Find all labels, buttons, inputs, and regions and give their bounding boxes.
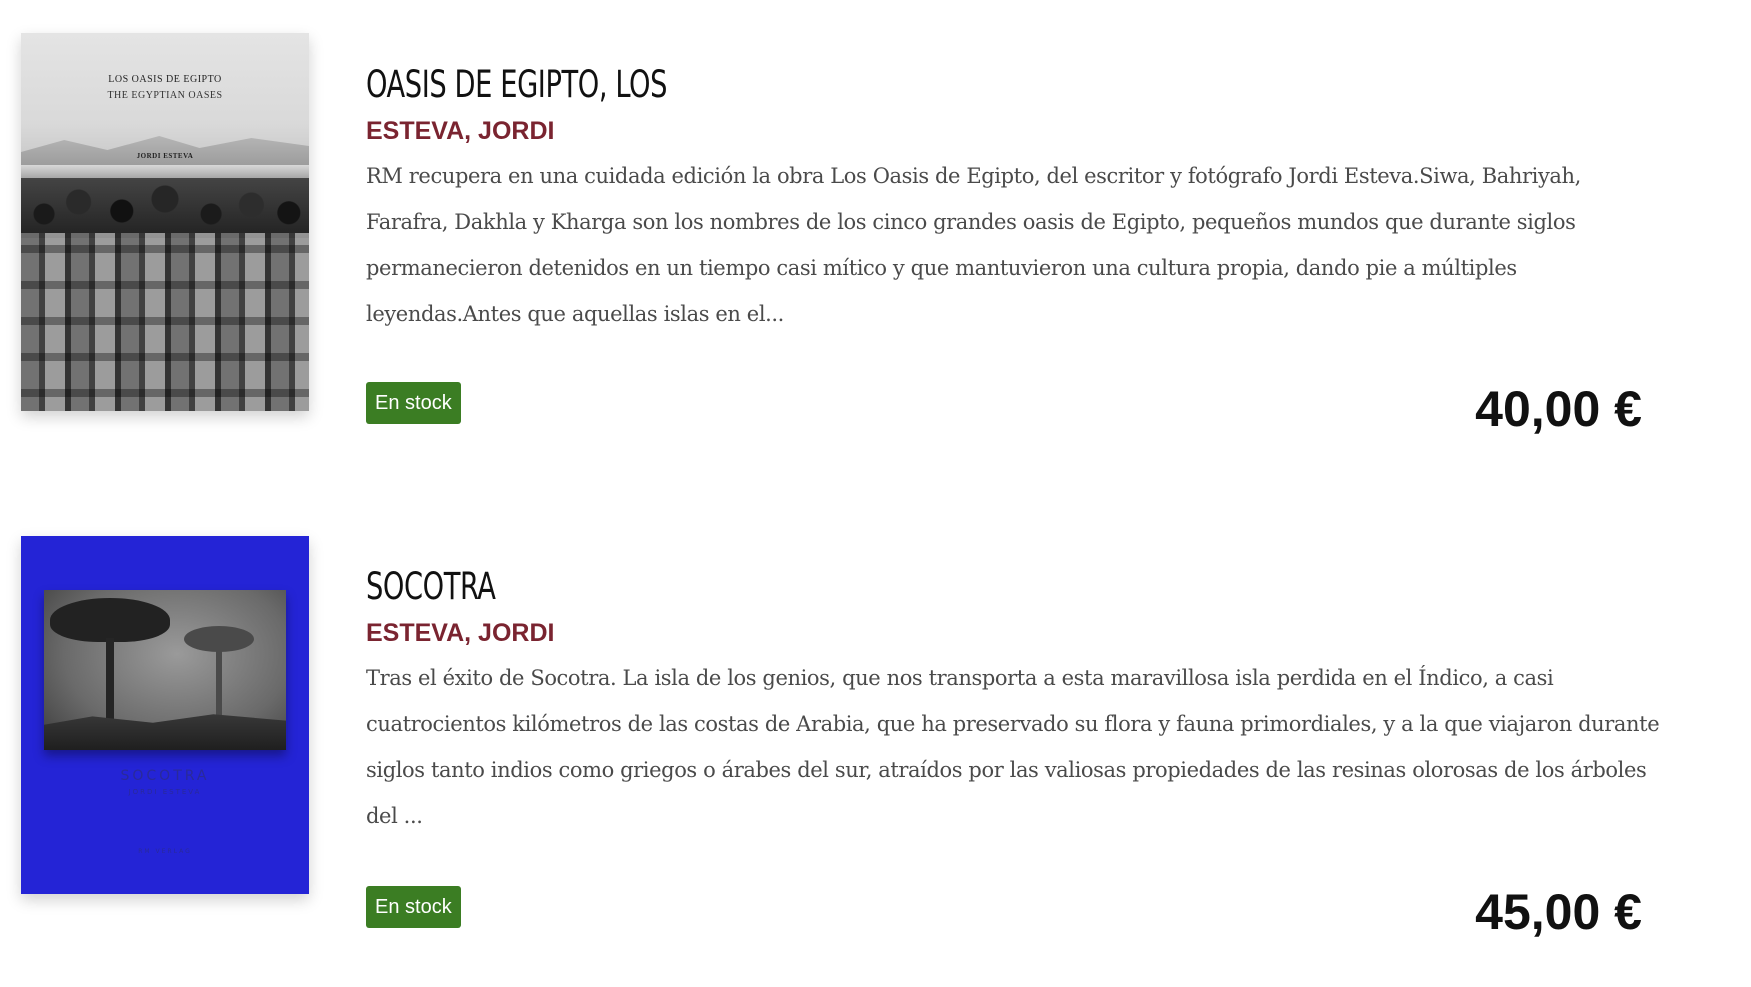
book-description: RM recupera en una cuidada edición la obra Los Oasis de Egipto, del escritor y fotógrafo Jordi Esteva.Siwa, Bahriyah, Farafra, Dakhla y Kharga son los nombres de los cinco grandes oasis de Egipto, pequeños mundos que durante siglos permanecieron detenidos en un tiempo casi mítico y que mantuvieron una cultura propia, dando pie a múltiples leyendas.Antes que aquellas islas en el... bbox=[366, 164, 1581, 326]
cover-title: LOS OASIS DE EGIPTO bbox=[108, 74, 222, 85]
cover-palms bbox=[21, 178, 309, 238]
book-description: Tras el éxito de Socotra. La isla de los genios, que nos transporta a esta maravillosa isla perdida en el Índico, a casi cuatrocientos kilómetros de las costas de Arabia, que ha preservado su flora y fauna primordiales, y a la que viajaron durante siglos tanto indios como griegos o árabes del sur, atraídos por las valiosas propiedades de las resinas olorosas de los árboles del ... bbox=[366, 666, 1660, 828]
book-title-link[interactable]: SOCOTRA bbox=[366, 565, 496, 608]
cover-publisher: RM VERLAG bbox=[138, 848, 192, 855]
book-price: 45,00 € bbox=[1475, 884, 1642, 940]
cover-author: JORDI ESTEVA bbox=[128, 788, 202, 796]
book-title-link[interactable]: OASIS DE EGIPTO, LOS bbox=[366, 63, 668, 106]
cover-photo bbox=[44, 590, 286, 750]
book-price: 40,00 € bbox=[1475, 381, 1642, 437]
stock-badge: En stock bbox=[366, 382, 461, 424]
book-item bbox=[0, 500, 1751, 950]
stock-badge: En stock bbox=[366, 886, 461, 928]
cover-ruins-shade bbox=[21, 233, 309, 411]
cover-title: SOCOTRA bbox=[120, 768, 210, 784]
cover-subtitle: THE EGYPTIAN OASES bbox=[107, 90, 223, 101]
book-item bbox=[0, 0, 1751, 450]
cover-author: JORDI ESTEVA bbox=[136, 152, 194, 160]
cover-ground bbox=[44, 708, 286, 750]
book-author-link[interactable]: ESTEVA, JORDI bbox=[366, 619, 555, 647]
book-info bbox=[366, 564, 1660, 839]
dragon-tree-canopy bbox=[50, 598, 170, 642]
book-cover-image[interactable] bbox=[21, 536, 309, 894]
book-cover-image[interactable] bbox=[21, 33, 309, 411]
book-author-link[interactable]: ESTEVA, JORDI bbox=[366, 117, 555, 145]
book-info bbox=[366, 62, 1656, 337]
dragon-tree-trunk bbox=[216, 648, 222, 718]
